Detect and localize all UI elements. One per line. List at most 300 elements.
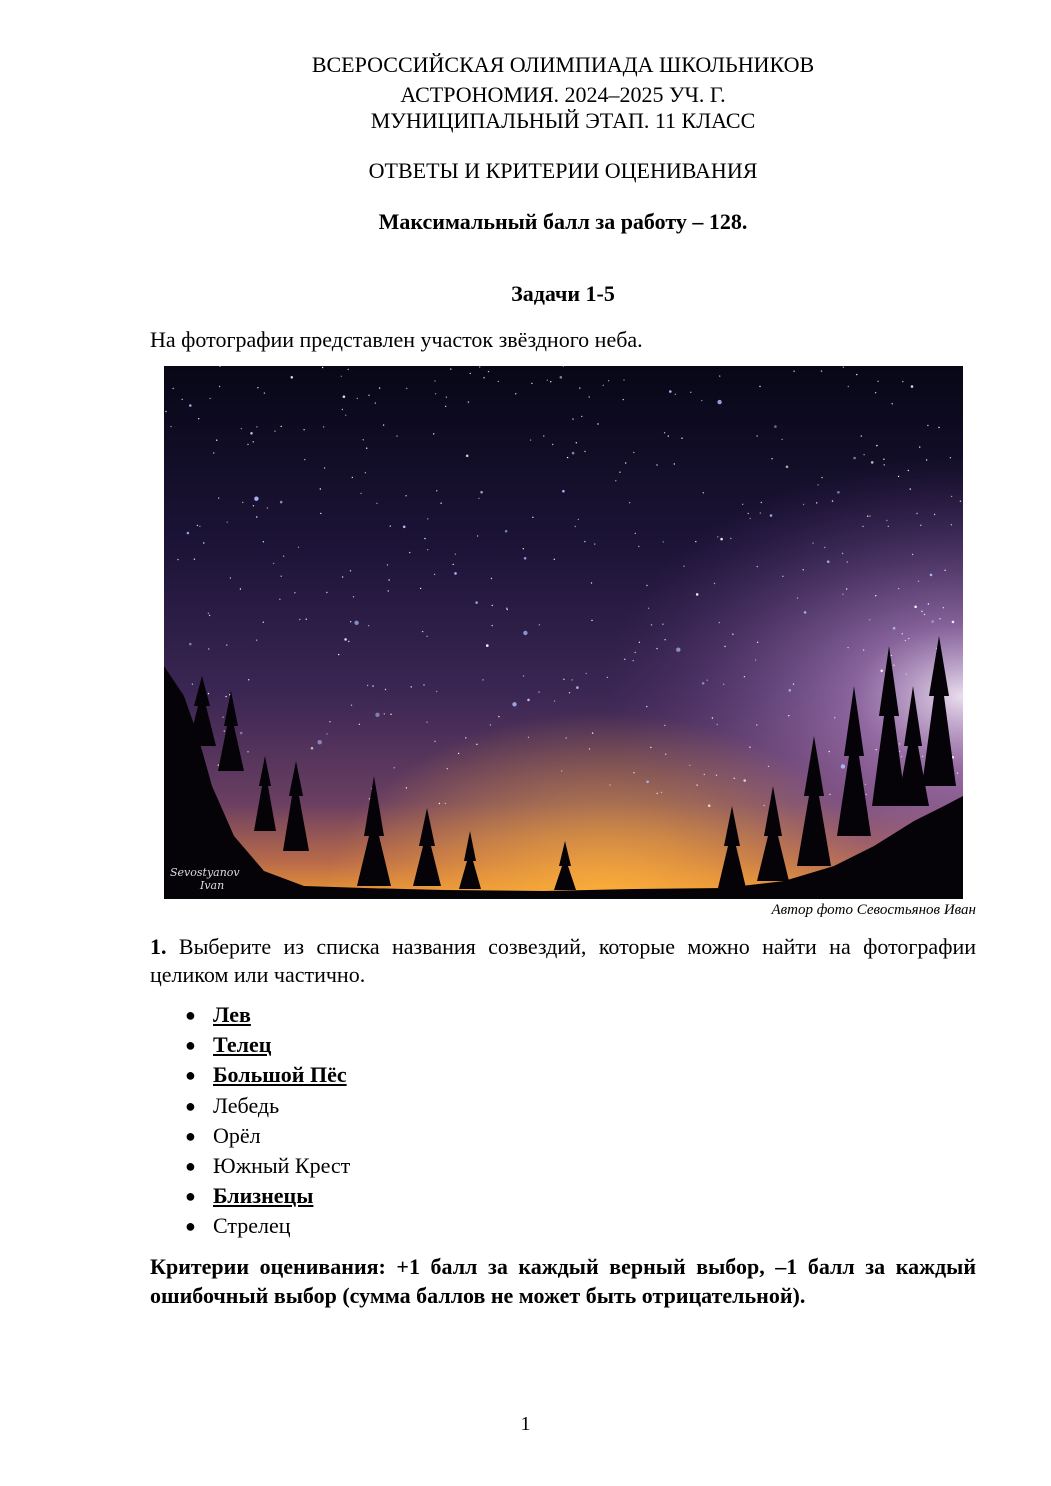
- star: [424, 538, 425, 539]
- star: [189, 643, 192, 646]
- option-item: [150, 1060, 350, 1090]
- star: [683, 566, 684, 567]
- star: [225, 696, 226, 697]
- star: [230, 577, 231, 578]
- star: [714, 583, 715, 584]
- page-number: 1: [520, 1413, 531, 1435]
- star: [846, 588, 847, 589]
- star: [343, 395, 346, 398]
- star: [898, 476, 899, 477]
- star: [254, 497, 258, 501]
- star: [918, 581, 919, 582]
- bullet-icon: ●: [185, 1065, 196, 1086]
- star: [248, 679, 249, 680]
- constellation-options-list: [150, 1000, 350, 1242]
- star: [365, 472, 366, 473]
- star: [847, 647, 848, 648]
- star: [283, 556, 284, 557]
- star: [406, 388, 407, 389]
- star: [824, 547, 825, 548]
- star: [619, 472, 620, 473]
- star: [263, 622, 264, 623]
- star: [615, 480, 616, 481]
- star: [638, 546, 639, 547]
- star: [436, 490, 437, 491]
- star: [194, 559, 195, 560]
- star: [492, 605, 493, 606]
- star: [476, 744, 477, 745]
- star: [603, 385, 604, 386]
- star: [661, 792, 662, 793]
- star: [742, 504, 743, 505]
- star: [910, 488, 911, 489]
- star: [256, 516, 257, 517]
- star: [719, 622, 720, 623]
- star: [944, 570, 945, 571]
- option-label: Телец: [213, 1032, 272, 1058]
- star: [756, 435, 757, 436]
- intro-text: На фотографии представлен участок звёздного неба.: [150, 327, 643, 352]
- star: [281, 426, 282, 427]
- star: [177, 559, 178, 560]
- star: [318, 740, 322, 744]
- header-line-3: МУНИЦИПАЛЬНЫЙ ЭТАП. 11 КЛАСС: [370, 108, 756, 133]
- star: [298, 547, 299, 548]
- star: [427, 518, 428, 519]
- star: [241, 428, 242, 429]
- star: [681, 438, 682, 439]
- star: [524, 557, 527, 560]
- star: [760, 512, 761, 513]
- star: [359, 724, 360, 725]
- star: [957, 772, 958, 773]
- star: [662, 624, 663, 625]
- star: [390, 714, 391, 715]
- star: [674, 463, 675, 464]
- star: [572, 452, 575, 455]
- star: [527, 699, 530, 702]
- star: [350, 621, 351, 622]
- star: [770, 514, 773, 517]
- star: [675, 394, 676, 395]
- star: [394, 767, 395, 768]
- star: [433, 433, 434, 434]
- star: [547, 380, 548, 381]
- star: [530, 439, 531, 440]
- star: [434, 574, 435, 575]
- star: [908, 638, 909, 639]
- star: [351, 705, 352, 706]
- star: [447, 768, 448, 769]
- star: [387, 564, 388, 565]
- star: [829, 794, 830, 795]
- star: [345, 415, 346, 416]
- star: [322, 367, 323, 368]
- star: [597, 423, 598, 424]
- photo-caption: Автор фото Севостьянов Иван: [771, 902, 976, 918]
- star: [869, 619, 870, 620]
- star: [267, 507, 268, 508]
- star: [492, 625, 493, 626]
- option-label: Лев: [213, 1002, 251, 1027]
- star: [906, 673, 907, 674]
- option-item: [150, 1000, 350, 1030]
- star: [788, 715, 789, 716]
- star: [411, 686, 412, 687]
- star: [584, 451, 585, 452]
- star: [734, 778, 735, 779]
- star: [782, 576, 783, 577]
- star: [594, 543, 595, 544]
- star: [902, 633, 903, 634]
- star: [578, 519, 579, 520]
- star: [453, 564, 454, 565]
- bullet-icon: ●: [185, 1035, 196, 1056]
- star: [898, 588, 899, 589]
- star: [696, 593, 699, 596]
- star: [208, 648, 209, 649]
- star: [771, 458, 772, 459]
- star: [755, 659, 756, 660]
- photo-watermark-name: Sevostyanov: [170, 866, 240, 879]
- header-line-2: АСТРОНОМИЯ. 2024–2025 УЧ. Г.: [400, 82, 726, 107]
- star: [591, 620, 592, 621]
- star: [905, 640, 906, 641]
- option-label: Южный Крест: [213, 1152, 351, 1178]
- bullet-icon: ●: [185, 1095, 196, 1116]
- star: [350, 570, 351, 571]
- star: [561, 770, 562, 771]
- document-subtitle: ОТВЕТЫ И КРИТЕРИИ ОЦЕНИВАНИЯ: [368, 158, 758, 183]
- star: [720, 538, 723, 541]
- star: [366, 448, 367, 449]
- star: [550, 381, 551, 382]
- star: [911, 385, 914, 388]
- star: [165, 411, 166, 412]
- star: [539, 624, 540, 625]
- star: [633, 660, 634, 661]
- star: [576, 686, 579, 689]
- bullet-icon: ●: [185, 1216, 196, 1237]
- star: [465, 737, 466, 738]
- star: [750, 518, 751, 519]
- star: [931, 620, 934, 623]
- star: [876, 749, 877, 750]
- star: [759, 386, 760, 387]
- star: [804, 611, 807, 614]
- star: [732, 634, 733, 635]
- star: [663, 541, 664, 542]
- star: [656, 648, 657, 649]
- star: [189, 404, 192, 407]
- star: [209, 615, 210, 616]
- starry-sky-photo: [164, 366, 963, 899]
- star: [507, 609, 508, 610]
- star: [914, 606, 917, 609]
- star: [816, 502, 817, 503]
- photo-watermark-surname: Ivan: [200, 879, 225, 892]
- option-label: Большой Пёс: [213, 1062, 347, 1088]
- star: [227, 522, 228, 523]
- star: [218, 764, 219, 765]
- option-item: [150, 1030, 350, 1060]
- star: [939, 618, 940, 619]
- star: [299, 619, 300, 620]
- star: [848, 386, 849, 387]
- star: [242, 502, 243, 503]
- star: [886, 520, 887, 521]
- star: [834, 717, 835, 718]
- star: [320, 513, 321, 514]
- option-label: Стрелец: [213, 1213, 291, 1239]
- star: [375, 402, 376, 403]
- question-1: [150, 933, 976, 989]
- star: [222, 717, 223, 718]
- star: [388, 590, 389, 591]
- star: [575, 526, 576, 527]
- star: [320, 488, 321, 489]
- star: [303, 429, 304, 430]
- star: [843, 367, 844, 368]
- star: [454, 572, 457, 575]
- star: [572, 418, 573, 419]
- star: [368, 395, 369, 396]
- star: [723, 684, 724, 685]
- star: [591, 582, 592, 583]
- star: [440, 503, 441, 504]
- star: [491, 578, 492, 579]
- star: [426, 722, 427, 723]
- star: [690, 392, 691, 393]
- star: [842, 553, 843, 554]
- section-title: Задачи 1-5: [511, 281, 615, 306]
- star: [466, 455, 469, 458]
- star: [197, 525, 198, 526]
- star: [341, 376, 342, 377]
- star: [702, 682, 705, 685]
- star: [291, 376, 294, 379]
- star: [372, 685, 373, 686]
- star: [921, 611, 922, 612]
- star: [515, 393, 516, 394]
- star: [863, 649, 864, 650]
- star: [892, 403, 893, 404]
- star: [247, 751, 248, 752]
- star: [490, 724, 491, 725]
- star: [717, 536, 718, 537]
- star: [696, 784, 697, 785]
- star: [280, 501, 283, 504]
- star: [708, 804, 711, 807]
- star: [329, 721, 330, 722]
- star: [468, 401, 469, 402]
- star: [338, 654, 339, 655]
- star: [478, 498, 479, 499]
- star: [712, 717, 713, 718]
- star: [240, 732, 243, 735]
- star: [388, 579, 389, 580]
- star: [554, 559, 555, 560]
- star: [922, 756, 923, 757]
- star: [837, 491, 840, 494]
- star: [862, 526, 863, 527]
- star: [803, 504, 804, 505]
- star: [470, 373, 471, 374]
- option-label: Близнецы: [213, 1183, 314, 1209]
- star: [651, 624, 652, 625]
- star: [323, 426, 324, 427]
- star: [927, 425, 928, 426]
- star: [876, 445, 877, 446]
- star: [257, 387, 258, 388]
- star: [871, 461, 874, 464]
- star: [505, 530, 508, 533]
- star: [538, 691, 539, 692]
- star: [669, 390, 672, 393]
- star: [434, 380, 435, 381]
- star: [363, 439, 364, 440]
- star: [951, 524, 952, 525]
- star: [446, 397, 447, 398]
- star: [793, 371, 794, 372]
- star: [498, 381, 499, 382]
- star: [360, 493, 361, 494]
- star: [724, 646, 725, 647]
- star: [488, 371, 489, 372]
- star: [422, 631, 423, 632]
- star: [506, 608, 507, 609]
- star: [435, 393, 436, 394]
- star: [405, 495, 406, 496]
- star: [744, 676, 745, 677]
- star: [198, 418, 199, 419]
- star: [439, 803, 440, 804]
- star: [406, 787, 407, 788]
- star: [650, 747, 651, 748]
- star: [743, 779, 746, 782]
- star: [774, 425, 777, 428]
- star: [369, 798, 370, 799]
- star: [646, 781, 649, 784]
- star: [665, 754, 666, 755]
- star: [625, 462, 626, 463]
- star: [719, 375, 720, 376]
- star: [354, 621, 358, 625]
- star: [704, 774, 705, 775]
- star: [664, 432, 665, 433]
- star: [409, 552, 410, 553]
- star: [730, 538, 731, 539]
- star: [436, 691, 437, 692]
- star: [657, 793, 658, 794]
- star: [926, 459, 927, 460]
- header-line-1: ВСЕРОССИЙСКАЯ ОЛИМПИАДА ШКОЛЬНИКОВ: [311, 52, 815, 77]
- star: [486, 644, 489, 647]
- star: [498, 716, 499, 717]
- star: [928, 603, 929, 604]
- star: [646, 706, 647, 707]
- question-number: 1.: [150, 934, 167, 959]
- star: [208, 613, 209, 614]
- star: [569, 692, 570, 693]
- option-label: Орёл: [213, 1122, 261, 1148]
- star: [902, 381, 903, 382]
- star: [250, 432, 253, 435]
- star: [793, 683, 794, 684]
- option-item: [150, 1181, 350, 1211]
- star: [263, 541, 264, 542]
- star: [827, 560, 830, 563]
- star: [888, 526, 889, 527]
- star: [512, 702, 516, 706]
- star: [458, 753, 459, 754]
- star: [633, 772, 634, 773]
- star: [554, 700, 555, 701]
- star: [423, 684, 424, 685]
- option-item: [150, 1091, 350, 1121]
- star: [789, 689, 792, 692]
- star: [326, 733, 327, 734]
- star: [668, 435, 669, 436]
- star: [821, 477, 822, 478]
- star: [306, 619, 307, 620]
- star: [676, 648, 680, 652]
- star: [756, 724, 757, 725]
- star: [523, 631, 527, 635]
- star: [920, 525, 921, 526]
- star: [344, 638, 347, 641]
- star: [853, 457, 856, 460]
- star: [357, 398, 358, 399]
- star: [880, 670, 883, 673]
- star: [445, 406, 446, 407]
- star: [832, 500, 833, 501]
- star: [701, 400, 702, 401]
- star: [812, 542, 813, 543]
- star: [247, 444, 248, 445]
- star: [480, 491, 483, 494]
- star: [199, 526, 200, 527]
- star: [367, 685, 368, 686]
- star: [584, 541, 585, 542]
- star: [264, 392, 265, 393]
- star: [861, 435, 862, 436]
- star: [817, 484, 818, 485]
- option-item: [150, 1151, 350, 1181]
- star: [664, 639, 665, 640]
- star: [930, 574, 933, 577]
- star: [695, 541, 696, 542]
- star: [877, 381, 878, 382]
- star: [390, 525, 391, 526]
- star: [629, 502, 630, 503]
- star: [342, 409, 343, 410]
- star: [482, 679, 483, 680]
- star: [483, 377, 484, 378]
- star: [532, 517, 533, 518]
- star: [863, 454, 864, 455]
- star: [761, 502, 762, 503]
- star: [707, 680, 708, 681]
- star: [379, 387, 380, 388]
- bullet-icon: ●: [185, 1005, 196, 1025]
- star: [951, 496, 952, 497]
- star: [893, 665, 894, 666]
- star: [768, 766, 769, 767]
- star: [635, 533, 636, 534]
- star: [531, 383, 532, 384]
- star: [901, 756, 902, 757]
